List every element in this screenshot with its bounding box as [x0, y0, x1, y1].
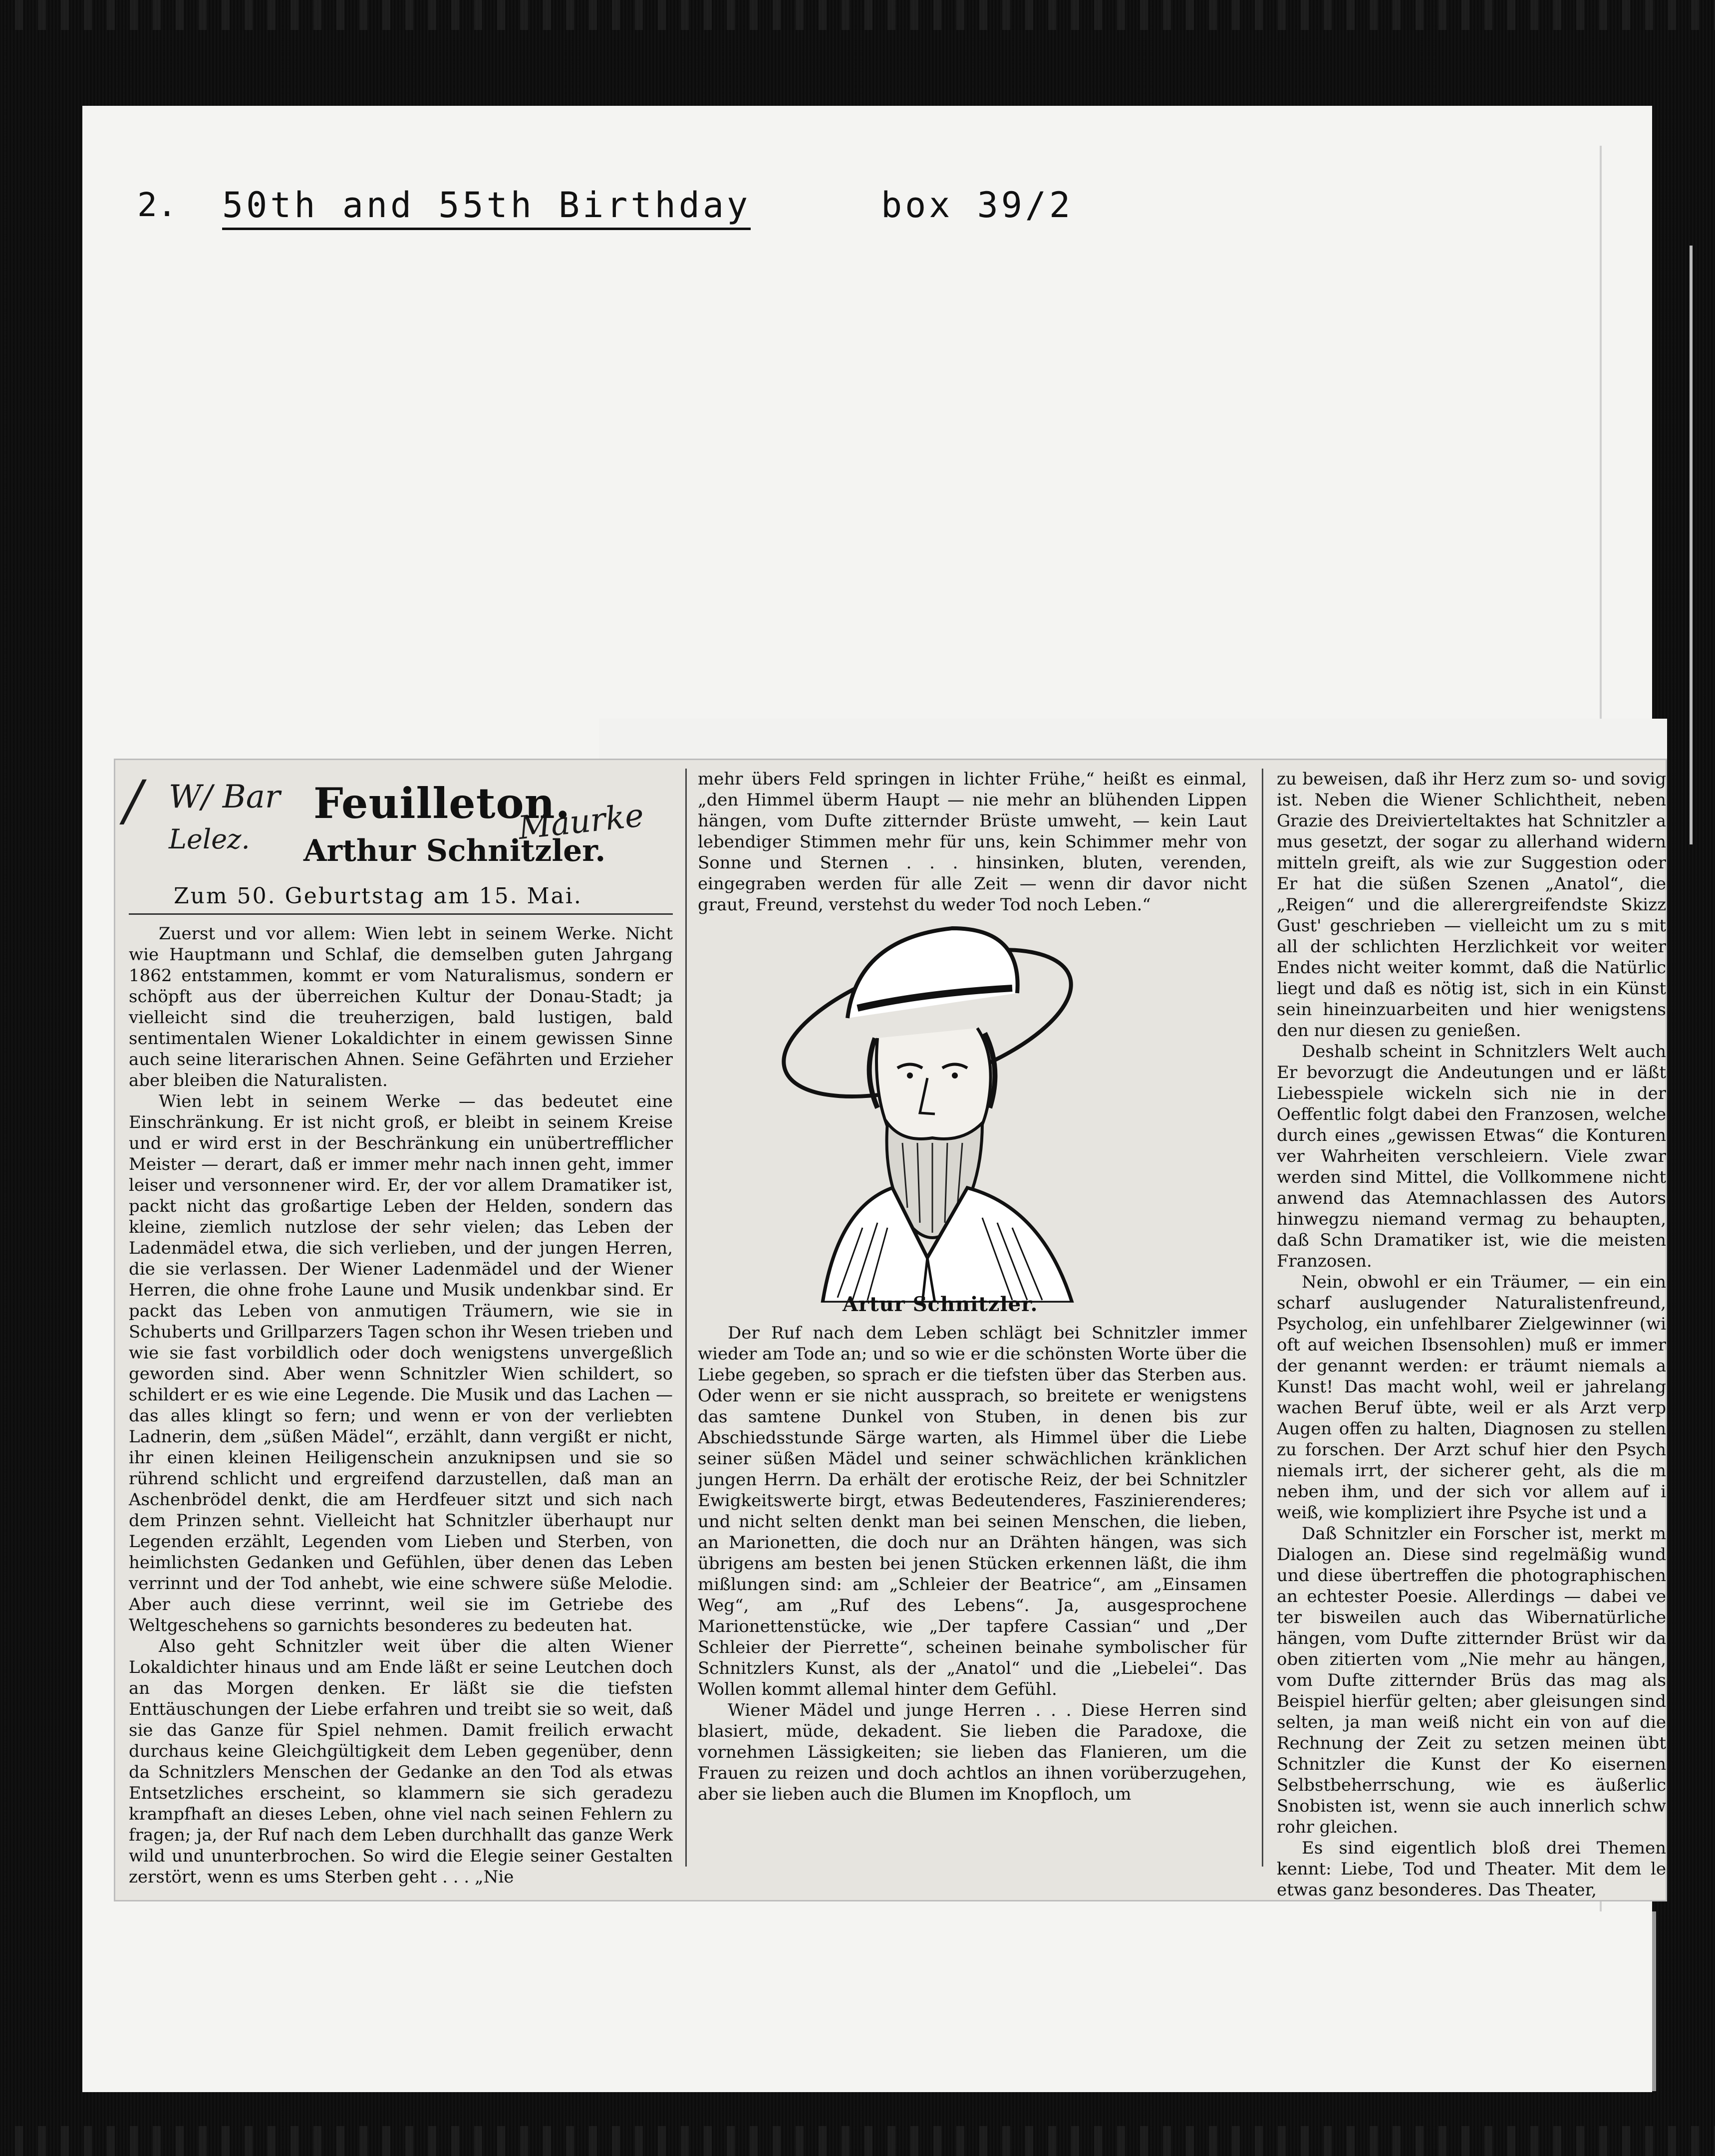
column-3 — [1277, 769, 1666, 1900]
col2-paragraph-2: Wiener Mädel und junge Herren . . . Diese Herren sind blasiert, müde, dekadent. Sie lieben die Paradoxe, die vornehmen Lässigkeiten; sie lieben das Flanieren, um die Frauen zu reizen und doch achtlos an ihnen vorüberzugehen, aber sie lieben auch die Blumen im Knopfloch, um — [698, 1700, 1247, 1804]
handwritten-note-2: Lelez. — [169, 823, 250, 855]
handwritten-note-3: Maurke — [516, 797, 646, 847]
col3-paragraph-5: Es sind eigentlich bloß drei Themen kennt: Liebe, Tod und Theater. Mit dem le etwas ganz besonderes. Das Theater, — [1277, 1838, 1666, 1900]
col2-paragraph-1: Der Ruf nach dem Leben schlägt bei Schnitzler immer wieder am Tode an; und so wie er die schönsten Worte über die Liebe gegeben, so sprach er die tiefsten über das Sterben aus. Oder wenn er sie nicht aussprach, so breitete er wenigstens das samtene Dunkel von Stuben, in denen bis zur Abschiedsstunde Särge warten, als Himmel über die Liebe seiner süßen Mädel und seiner schwächlichen kränklichen jungen Herrn. Da erhält der erotische Reiz, der bei Schnitzler Ewigkeitswerte birgt, etwas Bedeutenderes, Faszinierenderes; und nicht selten denkt man bei seinen Menschen, die lieben, an Marionetten, die doch nur an Drähten hängen, was sich übrigens am besten bei jenen Stücken erkennen läßt, die ihm mißlungen sind: am „Schleier der Beatrice“, am „Einsamen Weg“, am „Ruf des Lebens“. Ja, ausgesprochene Marionettenstücke, wie „Der tapfere Cassian“ und „Der Schleier der Pierrette“, scheinen beinahe symbolischer für Schnitzlers Kunst, als der „Anatol“ und die „Liebelei“. Das Wollen kommt allemal hinter dem Gefühl. — [698, 1323, 1247, 1699]
col3-paragraph-2: Deshalb scheint in Schnitzlers Welt auch Er bevorzugt die Andeutungen und er läßt Liebesspiele wickeln sich nie in der Oeffentlic folgt dabei den Franzosen, welche durch eines „gewissen Etwas“ die Konturen ver Wahrheiten verschleiern. Viele zwar werden sind Mittel, die Vollkommene nicht anwend das Atemnachlassen des Autors hinwegzu niemand vermag zu behaupten, daß Schn Dramatiker ist, wie die meisten Franzosen. — [1277, 1042, 1666, 1271]
author-portrait — [763, 908, 1122, 1303]
folder-title: 50th and 55th Birthday — [222, 185, 751, 230]
folder-lower-edge — [799, 1911, 1656, 2091]
col1-paragraph-3: Also geht Schnitzler weit über die alten Wiener Lokaldichter hinaus und am Ende läßt er seine Leutchen doch an das Morgen denken. Er läßt sie die tiefsten Enttäuschungen der Liebe erfahren und treibt sie so weit, daß sie das Ganze für Spiel nehmen. Damit freilich erwacht durchaus keine Gleichgültigkeit dem Leben gegenüber, denn da Schnitzlers Menschen der Gedanke an den Tod als etwas Entsetzliches erscheint, so klammern sie sich geradezu krampfhaft an dieses Leben, ohne viel nach seinen Fehlern zu fragen; ja, der Ruf nach dem Leben durchhallt das ganze Werk wild und ununterbrochen. So wird die Elegie seiner Gestalten zerstört, wenn es ums Sterben geht . . . „Nie — [129, 1636, 673, 1887]
header-mark: 2. — [137, 186, 177, 224]
handwritten-note-1: W/ Bar — [169, 779, 281, 815]
folder-header — [137, 181, 1290, 241]
article-subtitle: Zum 50. Geburtstag am 15. Mai. — [174, 883, 582, 909]
title-rule — [129, 913, 673, 915]
column-divider-2 — [1262, 769, 1263, 1867]
box-number: box 39/2 — [881, 185, 1074, 226]
col3-paragraph-3: Nein, obwohl er ein Träumer, — ein ein scharf auslugender Naturalistenfreund, Psycholog, ein unfehlbarer Zielgewinner (wi oft auf weichen Ibsensohlen) muß er immer der genannt werden: er träumt niemals a Kunst! Das macht wohl, weil er jahrelang wachen Beruf übte, weil er als Arzt verp Augen offen zu halten, Diagnosen zu stellen zu forschen. Der Arzt schuf hier den Psych niemals irrt, der sicherer geht, als die m neben ihm, und der sich vor allem auf i weiß, wie kompliziert ihre Psyche ist und a — [1277, 1272, 1666, 1523]
column-1 — [129, 923, 673, 1887]
col3-paragraph-1: zu beweisen, daß ihr Herz zum so- und sovig ist. Neben die Wiener Schlichtheit, neben Grazie des Dreivierteltaktes hat Schnitzler a mus gesetzt, der sogar zu allerhand widern mitteln greift, als wie zur Suggestion oder Er hat die süßen Szenen „Anatol“, die „Reigen“ und die allerergreifendste Skizz Gust' geschrieben — vielleicht um zu s mit all der schlichten Herzlichkeit vor weiter Endes nicht weiter kommt, daß die Natürlic liegt und daß es nötig ist, sich in ein Künst sein hineinzuarbeiten und hier wenigstens den nur diesen zu genießen. — [1277, 769, 1666, 1041]
column-2-top — [698, 769, 1247, 915]
newspaper-clipping — [114, 759, 1667, 1901]
handwritten-slash: / — [124, 769, 143, 832]
portrait-caption: Artur Schnitzler. — [843, 1293, 1038, 1316]
col2-quote: mehr übers Feld springen in lichter Frühe,“ heißt es einmal, „den Himmel überm Haupt — nie mehr an blühenden Lippen hängen, vom Dufte zitternder Brüste umweht, — kein Laut lebendiger Stimmen mehr für uns, kein Schimmer mehr von Sonne und Sternen . . . hinsinken, bluten, verenden, eingegraben werden für alle Zeit — wenn dir davor nicht graut, Freund, verstehst du weder Tod noch Leben.“ — [698, 769, 1247, 915]
column-2-bottom — [698, 1323, 1247, 1805]
portrait-drawing — [763, 908, 1122, 1303]
article-title: Arthur Schnitzler. — [303, 833, 606, 868]
col1-paragraph-2: Wien lebt in seinem Werke — das bedeutet eine Einschränkung. Er ist nicht groß, er bleibt in seinem Kreise und er wird erst in der Beschränkung ein unübertrefflicher Meister — derart, daß er immer mehr nach innen geht, immer leiser und versonnener wird. Er, der vor allem Dramatiker ist, packt nicht das großartige Leben der Helden, sondern das kleine, ziemlich nutzlose der sehr vielen; das Leben der Ladenmädel etwa, die sich verlieben, und der jungen Herren, die sie verlassen. Der Wiener Ladenmädel und der Wiener Herren, die ohne frohe Laune und Musik undenkbar sind. Er packt das Leben von anmutigen Träumern, wie sie in Schuberts und Grillparzers Tagen schon ihr Wesen trieben und wie sie fast vorbildlich oder doch wenigstens unvergeßlich geworden sind. Aber wenn Schnitzler Wien schildert, so schildert er es wie eine Legende. Die Musik und das Lachen — das alles klingt so fern; und wenn er von der verliebten Ladnerin, dem „süßen Mädel“, erzählt, dann vergißt er nicht, ihr einen kleinen Heiligenschein anzuknipsen und sie so rührend schlicht und ergreifend darzustellen, daß man an Aschenbrödel denkt, die am Herdfeuer sitzt und sich nach dem Prinzen sehnt. Vielleicht hat Schnitzler überhaupt nur Legenden erzählt, Legenden vom Lieben und Sterben, von heimlichsten Gedanken und Gefühlen, über denen das Leben verrinnt und der Tod anhebt, wie eine schwere süße Melodie. Aber auch diese verrinnt, weil sie im Getriebe des Weltgeschehens so garnichts besonderes zu bedeuten hat. — [129, 1091, 673, 1635]
col1-paragraph-1: Zuerst und vor allem: Wien lebt in seinem Werke. Nicht wie Hauptmann und Schlaf, die demselben guten Jahrgang 1862 entstammen, kommt er vom Naturalismus, sondern er schöpft aus der überreichen Kultur der Donau-Stadt; ja vielleicht sind die treuherzigen, bald lustigen, bald sentimentalen Wiener Lokaldichter in einem gewissen Sinne auch seine literarischen Ahnen. Seine Gefährten und Erzieher aber bleiben die Naturalisten. — [129, 924, 673, 1090]
column-divider-1 — [685, 769, 687, 1867]
film-perforation-bottom — [0, 2126, 1715, 2156]
film-perforation-top — [0, 0, 1715, 30]
section-heading: Feuilleton. — [313, 779, 571, 828]
col3-paragraph-4: Daß Schnitzler ein Forscher ist, merkt m Dialogen an. Diese sind regelmäßig wund und diese übertreffen die photographischen an echtester Poesie. Allerdings — dabei ve ter bisweilen auch das Wibernatürliche hängen, vom Dufte zitternder Brüst wir da oben zitierten vom „Nie mehr au hängen, vom Dufte zitternder Brüs das mag als Beispiel hierfür gelten; aber gleisungen sind selten, ja man weiß nicht ein von auf die Rechnung der Zeit zu setzen meinen übt Schnitzler die Kunst der Ko eisernen Selbstbeherrschung, wie es äußerlic Snobisten ist, wenn sie auch innerlich schw rohr gleichen. — [1277, 1524, 1666, 1837]
